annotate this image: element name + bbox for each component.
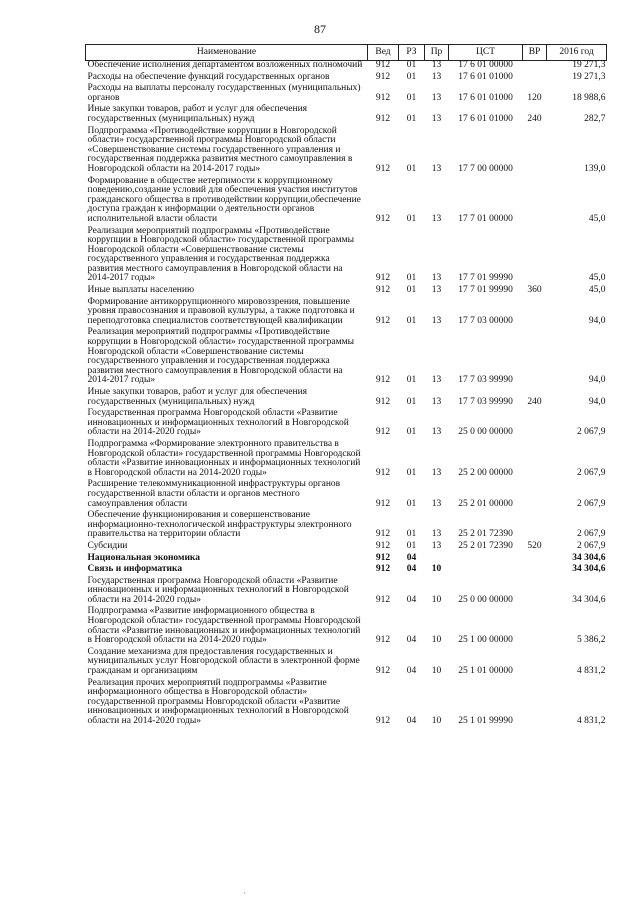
row-name: Реализация мероприятий подпрограммы «Противодействие коррупции в Новгородской области» государственной программы Новгородской области «Совершенствование системы государственного управления и государственная поддержка развития местного самоуправления в Новгородской области на 2014-2017 годы» xyxy=(87,327,355,386)
row-sum: 5 386,2 xyxy=(577,635,606,646)
row-cst xyxy=(449,554,523,566)
row-vr xyxy=(523,227,547,287)
row-cst: 25 2 01 72390 xyxy=(458,529,513,540)
row-sum: 34 304,6 xyxy=(572,594,606,605)
row-cst: 17 7 03 99990 xyxy=(458,375,513,386)
row-ved: 912 xyxy=(375,594,391,605)
table-row xyxy=(86,679,607,729)
row-pr: 13 xyxy=(431,113,442,124)
header-pr: Пр xyxy=(425,45,449,61)
row-vr xyxy=(523,177,547,227)
table-row xyxy=(86,388,607,409)
row-rz: 01 xyxy=(406,396,417,407)
row-sum: 94,0 xyxy=(588,375,606,386)
row-ved: 912 xyxy=(375,427,391,438)
header-year: 2016 год xyxy=(547,45,607,61)
row-vr xyxy=(523,73,547,85)
row-name: Формирование антикоррупционного мировоззрения, повышение уровня правосознания и правовой культуры, а также подготовка и переподготовка специалистов соответствующей квалификации xyxy=(87,296,355,326)
table-row xyxy=(86,298,607,329)
row-rz: 04 xyxy=(406,594,417,605)
row-cst xyxy=(449,565,523,577)
row-name: Государственная программа Новгородской области «Развитие инновационных и информационных технологий в Новгородской области на 2014-2020 годы» xyxy=(87,408,349,438)
header-vr: ВР xyxy=(523,45,547,61)
row-cst: 25 0 00 00000 xyxy=(458,427,513,438)
row-cst: 25 2 01 00000 xyxy=(458,498,513,509)
row-vr xyxy=(523,440,547,480)
row-vr xyxy=(523,554,547,566)
row-name: Обеспечение функционирования и совершенствование информационно-технологической инфраструктуры электронного правительства на территории области xyxy=(87,510,352,540)
row-pr: 13 xyxy=(431,529,442,540)
row-ved: 912 xyxy=(375,375,391,386)
row-name: Подпрограмма «Развитие информационного общества в Новгородской области» государственной программы Новгородской области «Развитие инновационных и информационных технологий в Новгородской области на 2014-2020 годы» xyxy=(87,606,361,646)
row-ved: 912 xyxy=(375,396,391,407)
row-vr xyxy=(523,298,547,329)
row-cst: 25 1 00 00000 xyxy=(458,635,513,646)
row-vr xyxy=(523,409,547,440)
table-row xyxy=(86,565,607,577)
row-pr: 13 xyxy=(431,498,442,509)
row-ved: 912 xyxy=(375,666,391,677)
row-ved: 912 xyxy=(375,498,391,509)
row-ved: 912 xyxy=(375,92,391,103)
row-ved: 912 xyxy=(375,315,391,326)
row-rz: 01 xyxy=(406,529,417,540)
row-sum: 94,0 xyxy=(588,315,606,326)
table-header-row xyxy=(86,45,607,61)
row-rz: 01 xyxy=(406,71,417,82)
row-rz: 04 xyxy=(406,635,417,646)
table-row xyxy=(86,105,607,126)
row-rz: 01 xyxy=(406,213,417,224)
row-name: Реализация мероприятий подпрограммы «Противодействие коррупции в Новгородской области» государственной программы Новгородской области «Совершенствование системы государственного управления и государственная поддержка развития местного самоуправления в Новгородской области на 2014-2017 годы» xyxy=(87,225,355,284)
row-vr: 360 xyxy=(527,285,542,296)
row-vr xyxy=(523,565,547,577)
table-row xyxy=(86,577,607,608)
row-sum: 45,0 xyxy=(588,273,606,284)
table-row xyxy=(86,648,607,679)
row-pr: 13 xyxy=(431,285,442,296)
row-cst: 17 6 01 00000 xyxy=(458,60,513,70)
row-sum: 94,0 xyxy=(588,396,606,407)
page-mark: · xyxy=(243,888,246,898)
header-name: Наименование xyxy=(86,45,368,61)
table-row xyxy=(86,84,607,105)
row-cst: 25 1 01 99990 xyxy=(458,716,513,726)
row-rz: 01 xyxy=(406,273,417,284)
row-rz: 01 xyxy=(406,375,417,386)
row-rz: 01 xyxy=(406,92,417,103)
header-ved: Вед xyxy=(368,45,399,61)
row-name: Национальная экономика xyxy=(87,552,201,563)
table-row xyxy=(86,227,607,287)
row-name: Расширение телекоммуникационной инфраструктуры органов государственной власти области и органов местного самоуправления области xyxy=(87,479,341,509)
row-pr: 10 xyxy=(431,564,442,575)
row-sum: 2 067,9 xyxy=(577,467,606,478)
row-sum: 4 831,2 xyxy=(577,716,606,726)
row-name: Расходы на обеспечение функций государственных органов xyxy=(87,71,330,82)
row-vr xyxy=(523,127,547,177)
row-ved: 912 xyxy=(375,113,391,124)
table-row xyxy=(86,127,607,177)
row-vr xyxy=(523,577,547,608)
page-number: 87 xyxy=(314,22,326,36)
row-rz: 01 xyxy=(406,540,417,551)
row-name: Подпрограмма «Противодействие коррупции в Новгородской области» государственной программы Новгородской области «Совершенствование системы государственного управления и государственная поддержка развития местного самоуправления в Новгородской области на 2014-2017 годы» xyxy=(87,125,353,174)
row-cst: 17 7 03 99990 xyxy=(458,396,513,407)
row-sum: 282,7 xyxy=(584,113,606,124)
table-row xyxy=(86,177,607,227)
table-body xyxy=(86,61,607,729)
row-sum: 4 831,2 xyxy=(577,666,606,677)
row-pr: 13 xyxy=(431,92,442,103)
row-ved: 912 xyxy=(375,635,391,646)
row-rz: 01 xyxy=(406,163,417,174)
row-sum: 19 271,3 xyxy=(572,71,606,82)
row-name: Реализация прочих мероприятий подпрограммы «Развитие информационного общества в Новгородской области» государственной программы Новгородской области «Развитие инновационных и информационных технологий в Новгородской области на 2014-2020 годы» xyxy=(87,677,349,726)
row-rz: 01 xyxy=(406,315,417,326)
row-cst: 17 6 01 01000 xyxy=(458,113,513,124)
row-vr: 520 xyxy=(527,540,542,551)
row-cst: 25 2 00 00000 xyxy=(458,467,513,478)
row-cst: 25 2 01 72390 xyxy=(458,540,513,551)
row-rz: 01 xyxy=(406,498,417,509)
row-vr: 120 xyxy=(527,92,542,103)
row-vr xyxy=(523,328,547,388)
row-pr: 13 xyxy=(431,315,442,326)
row-sum: 2 067,9 xyxy=(577,427,606,438)
row-name: Связь и информатика xyxy=(87,564,183,575)
row-vr xyxy=(523,648,547,679)
table-row xyxy=(86,607,607,647)
table-row xyxy=(86,542,607,554)
row-pr: 13 xyxy=(431,375,442,386)
row-cst: 17 7 01 99990 xyxy=(458,273,513,284)
row-pr: 13 xyxy=(431,467,442,478)
row-pr: 13 xyxy=(431,427,442,438)
row-rz: 01 xyxy=(406,467,417,478)
table-row xyxy=(86,61,607,73)
row-vr: 240 xyxy=(527,113,542,124)
table-row xyxy=(86,328,607,388)
row-sum: 2 067,9 xyxy=(577,540,606,551)
row-pr: 10 xyxy=(431,594,442,605)
row-name: Государственная программа Новгородской области «Развитие инновационных и информационных технологий в Новгородской области на 2014-2020 годы» xyxy=(87,575,349,605)
table-row xyxy=(86,480,607,511)
row-pr: 13 xyxy=(431,71,442,82)
row-vr xyxy=(523,480,547,511)
table-row xyxy=(86,511,607,542)
row-sum: 34 304,6 xyxy=(572,552,606,563)
row-ved: 912 xyxy=(375,213,391,224)
row-sum: 18 988,6 xyxy=(572,92,606,103)
row-sum: 19 271,3 xyxy=(572,60,606,70)
row-name: Подпрограмма «Формирование электронного правительства в Новгородской области» государственной программы Новгородской области «Развитие инновационных и информационных технологий в Новгородской области на 2014-2020 годы» xyxy=(87,438,361,478)
row-rz: 04 xyxy=(406,552,417,563)
row-rz: 01 xyxy=(406,60,417,70)
row-sum: 45,0 xyxy=(588,285,606,296)
row-ved: 912 xyxy=(375,552,391,563)
row-cst: 17 6 01 01000 xyxy=(458,92,513,103)
row-rz: 01 xyxy=(406,113,417,124)
row-name: Иные закупки товаров, работ и услуг для обеспечения государственных (муниципальных) нужд xyxy=(87,387,308,407)
row-vr xyxy=(523,511,547,542)
row-ved: 912 xyxy=(375,71,391,82)
row-sum: 34 304,6 xyxy=(572,564,606,575)
row-pr: 13 xyxy=(431,60,442,70)
row-name: Расходы на выплаты персоналу государственных (муниципальных) органов xyxy=(87,83,361,103)
row-pr: 13 xyxy=(431,163,442,174)
row-pr: 10 xyxy=(431,635,442,646)
row-ved: 912 xyxy=(375,529,391,540)
row-cst: 25 1 01 00000 xyxy=(458,666,513,677)
table-row xyxy=(86,409,607,440)
row-rz: 01 xyxy=(406,285,417,296)
row-cst: 17 7 03 00000 xyxy=(458,315,513,326)
row-ved: 912 xyxy=(375,285,391,296)
row-cst: 17 6 01 01000 xyxy=(458,71,513,82)
row-rz: 01 xyxy=(406,427,417,438)
row-sum: 45,0 xyxy=(588,213,606,224)
row-ved: 912 xyxy=(375,467,391,478)
row-name: Формирование в обществе нетерпимости к коррупционному поведению,создание условий для обеспечения участия институтов гражданского общества в противодействии коррупции,обеспечение доступа граждан к информации о деятельности органов исполнительной власти области xyxy=(87,175,361,224)
row-ved: 912 xyxy=(375,564,391,575)
row-pr: 13 xyxy=(431,273,442,284)
row-sum: 139,0 xyxy=(584,163,606,174)
row-ved: 912 xyxy=(375,273,391,284)
row-pr: 10 xyxy=(431,666,442,677)
row-pr: 13 xyxy=(431,213,442,224)
table-row xyxy=(86,286,607,298)
row-pr: 13 xyxy=(431,396,442,407)
row-vr xyxy=(523,679,547,729)
row-rz: 04 xyxy=(406,564,417,575)
row-vr: 240 xyxy=(527,396,542,407)
row-name: Создание механизма для предоставления государственных и муниципальных услуг Новгородской области в электронной форме гражданам и организациям xyxy=(87,646,360,677)
row-vr xyxy=(523,61,547,73)
budget-table xyxy=(85,44,607,729)
row-cst: 17 7 01 99990 xyxy=(458,285,513,296)
header-rz: РЗ xyxy=(399,45,425,61)
row-rz: 04 xyxy=(406,666,417,677)
row-vr xyxy=(523,607,547,647)
row-pr: 13 xyxy=(431,540,442,551)
row-cst: 17 7 00 00000 xyxy=(458,163,513,174)
row-ved: 912 xyxy=(375,540,391,551)
row-cst: 25 0 00 00000 xyxy=(458,594,513,605)
row-pr: 10 xyxy=(431,716,442,726)
row-sum: 2 067,9 xyxy=(577,498,606,509)
row-name: Иные выплаты населению xyxy=(87,285,195,296)
row-ved: 912 xyxy=(375,716,391,726)
row-ved: 912 xyxy=(375,163,391,174)
row-name: Обеспечение исполнения департаментом возложенных полномочий xyxy=(87,60,363,70)
row-name: Субсидии xyxy=(87,540,128,551)
row-ved: 912 xyxy=(375,60,391,70)
row-sum: 2 067,9 xyxy=(577,529,606,540)
row-cst: 17 7 01 00000 xyxy=(458,213,513,224)
row-name: Иные закупки товаров, работ и услуг для обеспечения государственных (муниципальных) нужд xyxy=(87,104,308,124)
row-rz: 04 xyxy=(406,716,417,726)
header-cst: ЦСТ xyxy=(449,45,523,61)
table-row xyxy=(86,440,607,480)
